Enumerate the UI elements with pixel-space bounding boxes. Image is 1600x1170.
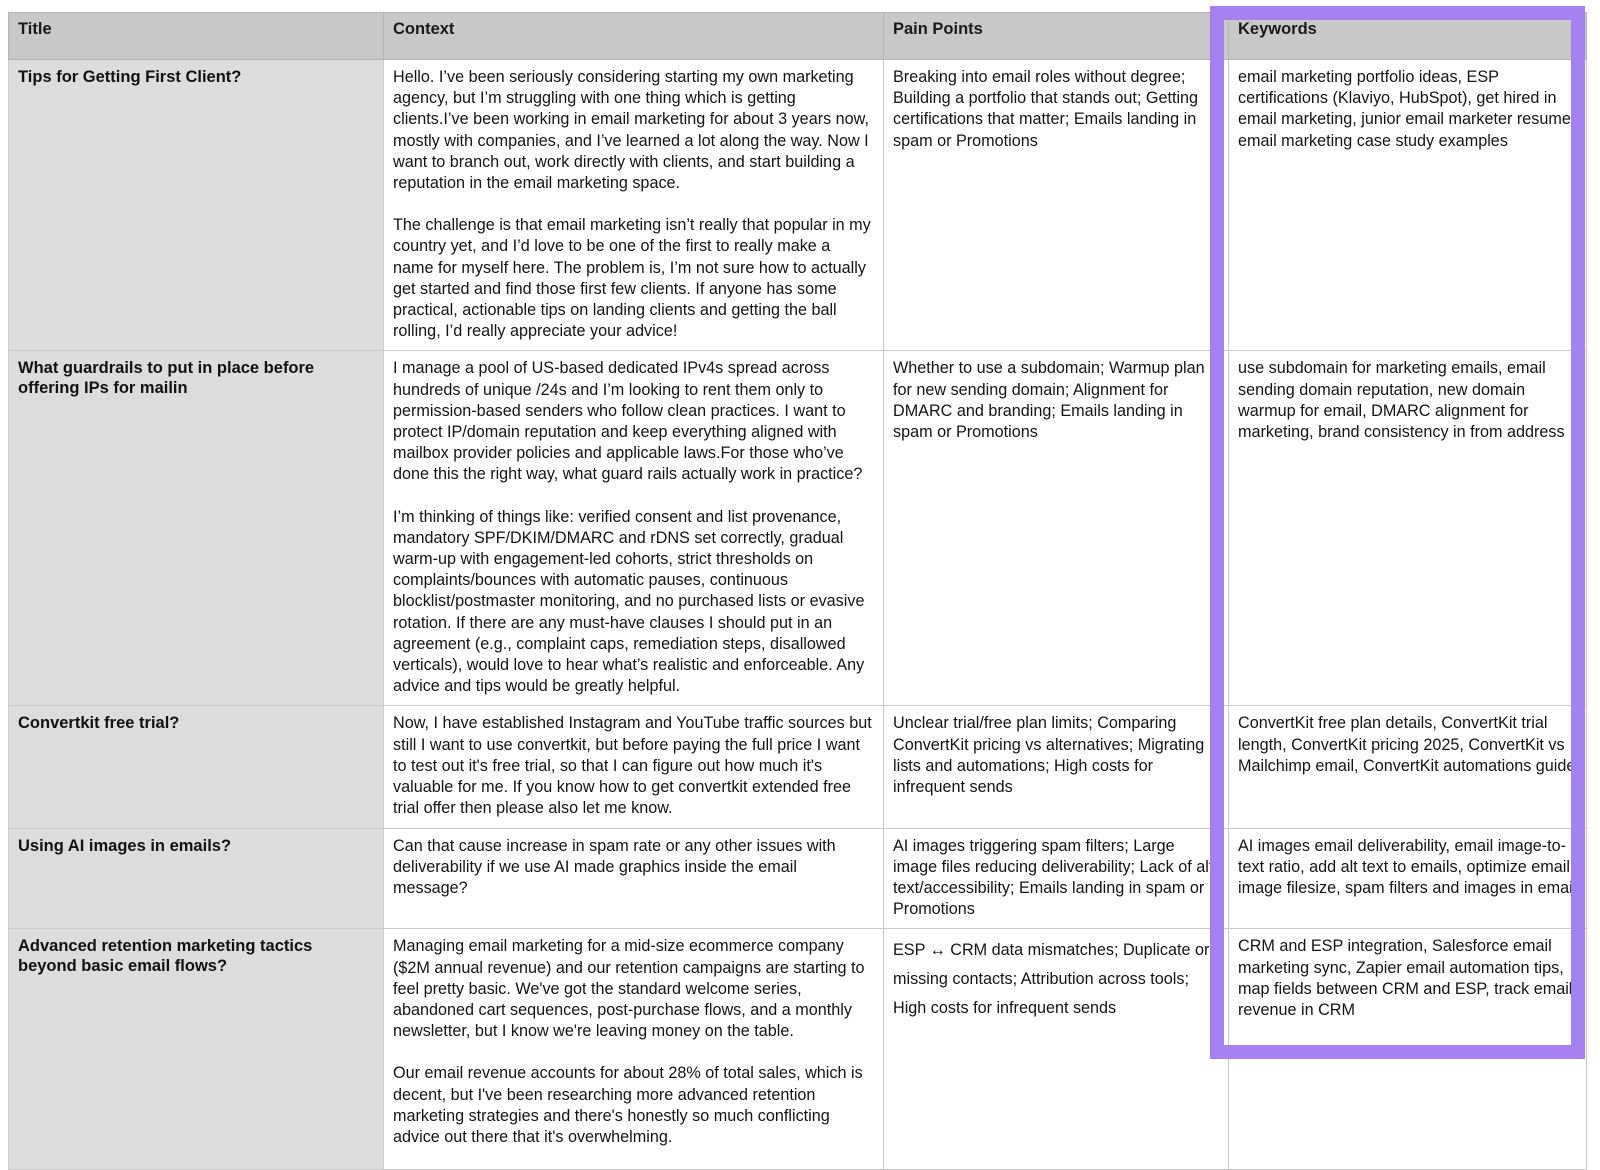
context-paragraph: The challenge is that email marketing isn’t really that popular in my country yet, and I’d love to be one of the first to really make a name for myself here. The problem is, I’m not sure how to actually get started and find those first few clients. If anyone has some practical, actionable tips on landing clients and getting the ball rolling, I’d really appreciate your advice! — [393, 216, 871, 341]
column-header-keywords[interactable]: Keywords — [1229, 13, 1587, 60]
context-paragraph: I’m thinking of things like: verified consent and list provenance, mandatory SPF/DKIM/DMARC and rDNS set correctly, gradual warm-up with engagement-led cohorts, strict thresholds on complaints/bounces with automatic pauses, continuous blocklist/postmaster monitoring, and no purchased lists or evasive rotation. If there are any must-have clauses I should put in an agreement (e.g., complaint caps, remediation steps, disallowed verticals), would love to hear what’s realistic and enforceable. Any advice and tips would be greatly helpful. — [393, 507, 865, 696]
table-row — [9, 828, 1587, 929]
column-header-context[interactable]: Context — [384, 13, 884, 60]
pain-text: Breaking into email roles without degree; Building a portfolio that stands out; Getting certifications that matter; Emails landing in spam or Promotions — [893, 68, 1199, 150]
table-row — [9, 929, 1587, 1170]
keywords-text: CRM and ESP integration, Salesforce email marketing sync, Zapier email automation tips, map fields between CRM and ESP, track email revenue in CRM — [1238, 937, 1573, 1019]
context-paragraph: Can that cause increase in spam rate or any other issues with deliverability if we use AI made graphics inside the email message? — [393, 836, 836, 897]
content-table — [8, 12, 1587, 1170]
cell-pain[interactable] — [884, 351, 1229, 706]
cell-pain[interactable] — [884, 828, 1229, 929]
keywords-text: email marketing portfolio ideas, ESP certifications (Klaviyo, HubSpot), get hired in email marketing, junior email marketer resume, email marketing case study examples — [1238, 68, 1576, 150]
keywords-text: AI images email deliverability, email image-to-text ratio, add alt text to emails, optimize email image filesize, spam filters and images in email — [1238, 836, 1577, 897]
table-row — [9, 706, 1587, 828]
context-paragraph: Now, I have established Instagram and YouTube traffic sources but still I want to use convertkit, but before paying the full price I want to test out it's free trial, so that I can figure out how much it's valuable for me. If you know how to get convertkit extended free trial offer then please also let me know. — [393, 714, 872, 818]
cell-context[interactable] — [384, 60, 884, 351]
context-paragraph: I manage a pool of US-based dedicated IPv4s spread across hundreds of unique /24s and I’m looking to rent them only to permission-based senders who follow clean practices. I want to protect IP/domain reputation and keep everything aligned with mailbox provider policies and applicable laws.For those who’ve done this the right way, what guard rails actually work in practice? — [393, 359, 863, 484]
column-header-title[interactable]: Title — [9, 13, 384, 60]
cell-keywords[interactable] — [1229, 351, 1587, 706]
context-paragraph: Managing email marketing for a mid-size ecommerce company ($2M annual revenue) and our retention campaigns are starting to feel pretty basic. We've got the standard welcome series, abandoned cart sequences, post-purchase flows, and a monthly newsletter, but I know we're leaving money on the table. — [393, 937, 865, 1041]
pain-text: ESP ↔ CRM data mismatches; Duplicate or missing contacts; Attribution across tools; High costs for infrequent sends — [893, 941, 1210, 1018]
cell-context[interactable] — [384, 351, 884, 706]
keywords-text: ConvertKit free plan details, ConvertKit trial length, ConvertKit pricing 2025, ConvertKit vs Mailchimp email, ConvertKit automations guide — [1238, 714, 1576, 775]
cell-pain[interactable] — [884, 60, 1229, 351]
pain-text: AI images triggering spam filters; Large image files reducing deliverability; Lack of alt text/accessibility; Emails landing in spam or Promotions — [893, 836, 1214, 919]
table-row — [9, 60, 1587, 351]
cell-context[interactable] — [384, 706, 884, 828]
pain-text: Whether to use a subdomain; Warmup plan for new sending domain; Alignment for DMARC and branding; Emails landing in spam or Promotions — [893, 359, 1205, 442]
table-row — [9, 351, 1587, 706]
cell-title[interactable]: Advanced retention marketing tactics beyond basic email flows? — [9, 929, 384, 1170]
cell-pain[interactable] — [884, 706, 1229, 828]
cell-keywords[interactable] — [1229, 929, 1587, 1170]
cell-keywords[interactable] — [1229, 60, 1587, 351]
keywords-text: use subdomain for marketing emails, email sending domain reputation, new domain warmup for email, DMARC alignment for marketing, brand consistency in from address — [1238, 359, 1565, 442]
cell-keywords[interactable] — [1229, 828, 1587, 929]
cell-title[interactable]: What guardrails to put in place before offering IPs for mailin — [9, 351, 384, 706]
pain-text: Unclear trial/free plan limits; Comparing ConvertKit pricing vs alternatives; Migrating lists and automations; High costs for infrequent sends — [893, 714, 1205, 797]
cell-keywords[interactable] — [1229, 706, 1587, 828]
cell-context[interactable] — [384, 929, 884, 1170]
cell-title[interactable]: Using AI images in emails? — [9, 828, 384, 929]
cell-pain[interactable] — [884, 929, 1229, 1170]
table-header-row — [9, 13, 1587, 60]
cell-title[interactable]: Convertkit free trial? — [9, 706, 384, 828]
cell-context[interactable] — [384, 828, 884, 929]
context-paragraph: Hello. I’ve been seriously considering starting my own marketing agency, but I’m struggling with one thing which is getting clients.I’ve been working in email marketing for about 3 years now, mostly with companies, and I’ve learned a lot along the way. Now I want to branch out, work directly with clients, and start building a reputation in the email marketing space. — [393, 68, 869, 193]
cell-title[interactable]: Tips for Getting First Client? — [9, 60, 384, 351]
context-paragraph: Our email revenue accounts for about 28% of total sales, which is decent, but I've been researching more advanced retention marketing strategies and there's honestly so much conflicting advice out there that it's overwhelming. — [393, 1064, 863, 1146]
column-header-pain[interactable]: Pain Points — [884, 13, 1229, 60]
